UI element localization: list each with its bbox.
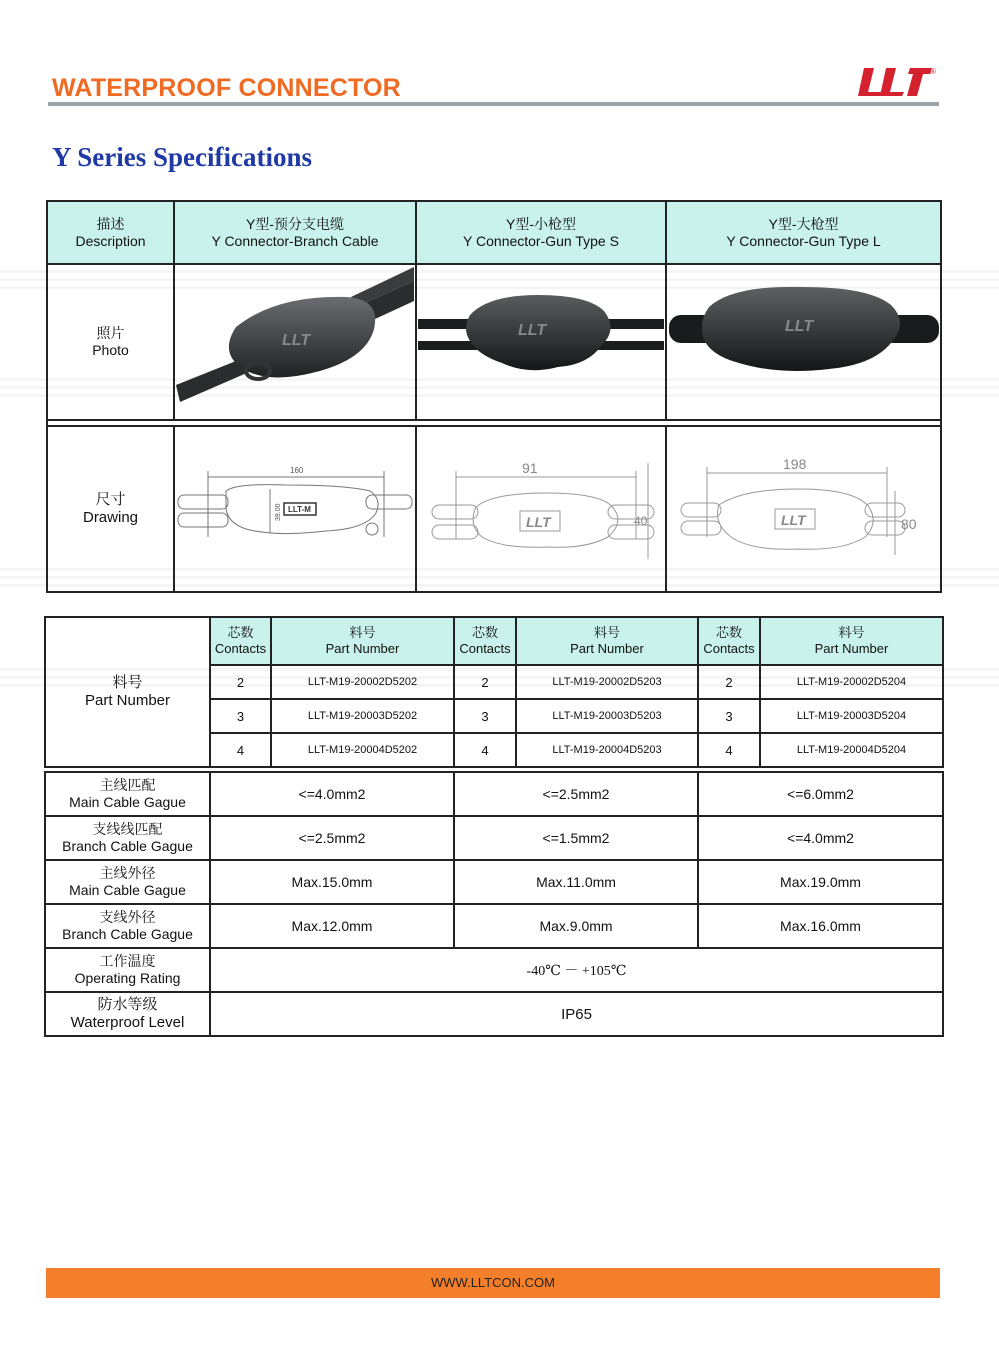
connector-photo [176,267,414,417]
spec-value: <=1.5mm2 [454,816,698,860]
dimension-height: 80 [900,516,917,532]
part-cell: LLT-M19-20004D5202 [271,733,454,767]
contacts-cell: 4 [210,733,271,767]
table-row [45,904,943,948]
part-cell: LLT-M19-20004D5204 [760,733,943,767]
operating-label [45,948,210,992]
dimension-drawing [418,429,664,589]
table-row [45,948,943,992]
column-cn: Y型-预分支电缆 [246,215,344,232]
contacts-en: Contacts [214,641,267,656]
description-header [47,201,174,264]
waterproof-cn: 防水等级 [97,996,158,1013]
spec-value: <=4.0mm2 [698,816,943,860]
drawing-en: Drawing [82,509,139,526]
part-cell: LLT-M19-20003D5204 [760,699,943,733]
contacts-cn: 芯数 [227,625,254,641]
dimension-width: 91 [522,460,538,476]
drawing-badge: LLT-M [288,505,311,514]
spec-value: <=4.0mm2 [210,772,454,816]
contacts-en: Contacts [703,641,755,656]
part-cn: 料号 [593,625,620,641]
product-table [46,200,942,593]
contacts-header [698,617,760,665]
photo-en: Photo [92,342,129,358]
contacts-cell: 4 [698,733,760,767]
spec-value: <=2.5mm2 [454,772,698,816]
contacts-cell: 3 [210,699,271,733]
column-header-gun-l [666,201,941,264]
part-header [516,617,698,665]
drawing-label [47,426,174,592]
spec-value: Max.19.0mm [698,860,943,904]
drawing-branch-cable [174,426,416,592]
operating-en: Operating Rating [74,970,181,986]
contacts-cn: 芯数 [471,625,498,641]
table-row [45,992,943,1036]
registered-mark: ® [930,67,936,76]
photo-gun-s [416,264,666,420]
contacts-cell: 2 [454,665,516,699]
drawing-gun-l [666,426,941,592]
part-cell: LLT-M19-20003D5202 [271,699,454,733]
contacts-cell: 2 [210,665,271,699]
spec-cn: 支线外径 [99,909,156,926]
spec-en: Main Cable Gague [69,882,186,898]
operating-cn: 工作温度 [99,953,156,970]
part-en: Part Number [325,641,400,656]
spec-label [45,772,210,816]
column-en: Y Connector-Branch Cable [211,232,379,249]
column-en: Y Connector-Gun Type L [726,232,881,249]
dimension-drawing [669,429,939,589]
header-divider [48,102,939,106]
column-header-branch [174,201,416,264]
spec-label [45,816,210,860]
part-header [760,617,943,665]
operating-value: -40℃ － +105℃ [210,948,943,992]
contacts-cn: 芯数 [715,625,742,641]
part-cn: 料号 [838,625,865,641]
photo-label [47,264,174,420]
photo-gun-l [666,264,941,420]
part-cell: LLT-M19-20002D5203 [516,665,698,699]
contacts-header [210,617,271,665]
part-cell: LLT-M19-20003D5203 [516,699,698,733]
column-header-gun-s [416,201,666,264]
contacts-cell: 3 [698,699,760,733]
part-en: Part Number [570,641,644,656]
spec-label [45,904,210,948]
part-cell: LLT-M19-20004D5203 [516,733,698,767]
table-row [45,816,943,860]
logo-embossed: LLT [784,318,813,335]
part-cell: LLT-M19-20002D5202 [271,665,454,699]
spec-label [45,860,210,904]
contacts-cell: 3 [454,699,516,733]
part-en: Part Number [814,641,889,656]
part-cell: LLT-M19-20002D5204 [760,665,943,699]
spec-value: <=6.0mm2 [698,772,943,816]
column-cn: Y型-大枪型 [768,215,839,232]
connector-photo [418,267,664,417]
part-header [271,617,454,665]
llt-logo [856,64,940,98]
spec-value: <=2.5mm2 [210,816,454,860]
description-cn: 描述 [96,215,125,232]
dimension-width: 198 [782,456,806,472]
drawing-logo: LLT [780,512,806,528]
spec-value: Max.9.0mm [454,904,698,948]
spec-cn: 主线匹配 [99,777,156,794]
page-title: WATERPROOF CONNECTOR [52,74,401,102]
waterproof-value: IP65 [210,992,943,1036]
contacts-en: Contacts [459,641,511,656]
spec-value: Max.11.0mm [454,860,698,904]
contacts-cell: 4 [454,733,516,767]
section-title: Y Series Specifications [52,142,312,172]
spec-cn: 支线线匹配 [92,821,163,838]
part-cn: 料号 [349,625,376,641]
dimension-height: 39.00 [275,503,282,521]
spec-table [44,771,944,1037]
description-en: Description [75,232,146,249]
part-number-table [44,616,944,768]
logo-embossed: LLT [518,322,547,339]
waterproof-en: Waterproof Level [70,1014,185,1031]
contacts-header [454,617,516,665]
logo-embossed: LLT [282,332,311,349]
photo-cn: 照片 [96,325,125,342]
drawing-logo: LLT [526,514,551,530]
dimension-width: 160 [290,466,304,475]
column-cn: Y型-小枪型 [506,215,576,232]
waterproof-label [45,992,210,1036]
spec-value: Max.15.0mm [210,860,454,904]
spec-en: Branch Cable Gague [62,838,193,854]
spec-cn: 主线外径 [99,865,156,882]
connector-photo [669,267,939,417]
part-number-cn: 料号 [112,674,143,691]
dimension-height: 40 [634,514,648,528]
part-number-en: Part Number [84,692,171,709]
part-number-label [45,617,210,767]
table-row [45,860,943,904]
contacts-cell: 2 [698,665,760,699]
spec-en: Main Cable Gague [69,794,186,810]
spec-en: Branch Cable Gague [62,926,193,942]
photo-branch-cable [174,264,416,420]
spec-value: Max.16.0mm [698,904,943,948]
column-en: Y Connector-Gun Type S [463,232,619,249]
drawing-cn: 尺寸 [95,491,126,508]
dimension-drawing [176,429,414,589]
table-row [45,772,943,816]
footer-url[interactable]: WWW.LLTCON.COM [431,1275,555,1290]
spec-value: Max.12.0mm [210,904,454,948]
drawing-gun-s [416,426,666,592]
